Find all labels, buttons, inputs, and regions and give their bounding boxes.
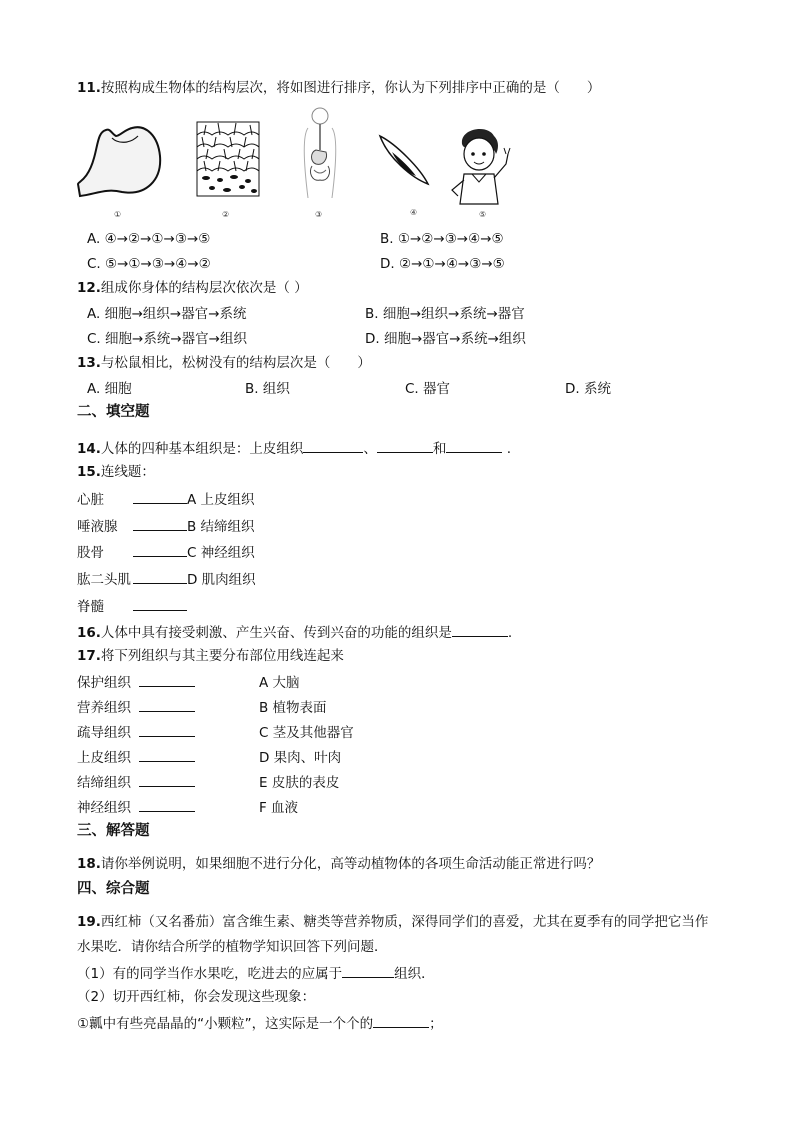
- q15-number: 15.: [77, 464, 101, 480]
- q11-stem: [77, 79, 600, 97]
- q17-text: 将下列组织与其主要分布部位用线连起来: [100, 648, 344, 664]
- figure-label-2: ②: [222, 210, 230, 219]
- q11-option-c[interactable]: [87, 255, 211, 273]
- q17-row: [77, 672, 300, 692]
- q19-sub3-text: ①瓤中有些亮晶晶的“小颗粒”，这实际是一个个的: [77, 1016, 374, 1032]
- answer-blank[interactable]: [139, 772, 195, 787]
- q19-line2: 水果吃．请你结合所学的植物学知识回答下列问题．: [77, 939, 388, 955]
- figure-label-4: ④: [410, 208, 418, 217]
- q11-option-b[interactable]: [380, 230, 504, 248]
- option-key: A.: [87, 231, 101, 247]
- option-text: 细胞: [104, 381, 132, 397]
- match-left-item: 肱二头肌: [77, 572, 131, 588]
- q17-row: [77, 722, 354, 742]
- figure-label-3: ③: [315, 210, 323, 219]
- answer-blank[interactable]: [133, 516, 187, 531]
- match-right-item: C 神经组织: [187, 545, 255, 561]
- answer-blank[interactable]: [133, 596, 187, 611]
- q17-stem: [77, 647, 344, 665]
- q16-number: 16.: [77, 625, 101, 641]
- match-right-item: E 皮肤的表皮: [259, 775, 340, 791]
- q15-stem: [77, 463, 155, 481]
- q16-end: .: [507, 625, 513, 641]
- q19-sub1-end: 组织．: [394, 966, 435, 982]
- figure-label-1: ①: [114, 210, 122, 219]
- option-text: 细胞→器官→系统→组织: [383, 331, 526, 347]
- option-text: ①→②→③→④→⑤: [397, 231, 504, 247]
- figure-label-5: ⑤: [479, 210, 487, 219]
- q19-sub1-text: （1）有的同学当作水果吃，吃进去的应属于: [77, 966, 343, 982]
- q19-sub2: （2）切开西红柿，你会发现这些现象：: [77, 989, 316, 1005]
- option-text: 细胞→组织→器官→系统: [104, 306, 247, 322]
- q15-row: [77, 489, 255, 509]
- answer-blank[interactable]: [133, 489, 187, 504]
- option-key: B.: [365, 306, 379, 322]
- q13-stem: [77, 354, 371, 372]
- option-key: A.: [87, 306, 101, 322]
- q14-number: 14.: [77, 441, 101, 457]
- match-right-item: F 血液: [259, 800, 299, 816]
- q11-number: 11.: [77, 80, 101, 96]
- q12-option-b[interactable]: [365, 305, 525, 323]
- answer-blank[interactable]: [342, 963, 394, 978]
- option-text: ②→①→④→③→⑤: [398, 256, 505, 272]
- match-left-item: 唾液腺: [77, 519, 118, 535]
- q19-text: 西红柿（又名番茄）富含维生素、糖类等营养物质，深得同学们的喜爱，尤其在夏季有的同学把它当作: [100, 914, 709, 930]
- section-heading-comprehensive: 四、综合题: [77, 881, 150, 897]
- q15-row: [77, 542, 255, 562]
- q12-option-d[interactable]: [365, 330, 526, 348]
- match-left-item: 保护组织: [77, 675, 131, 691]
- q17-row: [77, 772, 339, 792]
- q15-text: 连线题：: [100, 464, 155, 480]
- q14-separator: 、: [363, 441, 377, 457]
- answer-blank[interactable]: [139, 697, 195, 712]
- answer-blank[interactable]: [139, 722, 195, 737]
- option-text: 器官: [423, 381, 451, 397]
- option-key: D.: [565, 381, 580, 397]
- option-text: 细胞→组织→系统→器官: [382, 306, 525, 322]
- q17-row: [77, 797, 298, 817]
- leaf-figure: [376, 132, 432, 188]
- option-key: C.: [87, 256, 101, 272]
- cell-tissue-figure: [196, 121, 260, 197]
- q12-option-c[interactable]: [87, 330, 247, 348]
- answer-blank[interactable]: [139, 747, 195, 762]
- match-left-item: 疏导组织: [77, 725, 131, 741]
- match-left-item: 股骨: [77, 545, 104, 561]
- answer-blank[interactable]: [139, 797, 195, 812]
- q19-line1: [77, 913, 708, 931]
- option-key: A.: [87, 381, 101, 397]
- answer-blank[interactable]: [446, 438, 502, 453]
- match-left-item: 结缔组织: [77, 775, 131, 791]
- answer-blank[interactable]: [373, 1013, 429, 1028]
- q17-row: [77, 747, 341, 767]
- q16: [77, 622, 512, 642]
- q18: [77, 855, 600, 873]
- q14: [77, 438, 511, 458]
- option-text: 细胞→系统→器官→组织: [105, 331, 247, 347]
- q19-number: 19.: [77, 914, 101, 930]
- q19-sub3-end: ；: [429, 1016, 443, 1032]
- match-right-item: C 茎及其他器官: [259, 725, 354, 741]
- q11-text: 按照构成生物体的结构层次，将如图进行排序，你认为下列排序中正确的是（ ）: [100, 80, 601, 96]
- option-key: C.: [87, 331, 101, 347]
- match-left-item: 脊髓: [77, 599, 104, 615]
- stomach-figure: [76, 122, 162, 198]
- q19-sub1: [77, 963, 435, 983]
- match-left-item: 心脏: [77, 492, 104, 508]
- section-heading-fill-in: 二、填空题: [77, 404, 150, 420]
- boy-figure: [444, 124, 516, 208]
- q11-option-a[interactable]: [87, 230, 210, 248]
- q12-stem: [77, 279, 308, 297]
- match-right-item: D 果肉、叶肉: [259, 750, 342, 766]
- answer-blank[interactable]: [377, 438, 433, 453]
- option-key: C.: [405, 381, 419, 397]
- section-heading-answer: 三、解答题: [77, 823, 150, 839]
- q12-number: 12.: [77, 280, 101, 296]
- q18-text: 请你举例说明，如果细胞不进行分化，高等动植物体的各项生命活动能正常进行吗？: [100, 856, 601, 872]
- q13-option-b[interactable]: [245, 380, 290, 398]
- option-key: B.: [380, 231, 394, 247]
- answer-blank[interactable]: [303, 438, 363, 453]
- match-left-item: 营养组织: [77, 700, 131, 716]
- answer-blank[interactable]: [452, 622, 508, 637]
- option-text: 系统: [583, 381, 611, 397]
- match-right-item: B 结缔组织: [187, 519, 255, 535]
- answer-blank[interactable]: [133, 542, 187, 557]
- q15-row: [77, 596, 187, 616]
- option-key: D.: [365, 331, 380, 347]
- q11-option-d[interactable]: [380, 255, 505, 273]
- q14-end: .: [502, 441, 512, 457]
- q13-option-c[interactable]: [405, 380, 450, 398]
- q17-row: [77, 697, 327, 717]
- match-right-item: D 肌肉组织: [187, 572, 256, 588]
- q19-sub3: [77, 1013, 443, 1033]
- match-left-item: 神经组织: [77, 800, 131, 816]
- answer-blank[interactable]: [133, 569, 187, 584]
- q14-text: 人体的四种基本组织是：上皮组织: [100, 441, 304, 457]
- option-key: D.: [380, 256, 395, 272]
- q13-option-a[interactable]: [87, 380, 132, 398]
- match-right-item: A 上皮组织: [187, 492, 255, 508]
- option-text: ⑤→①→③→④→②: [105, 256, 211, 272]
- digestive-system-figure: [296, 106, 348, 202]
- q15-row: [77, 516, 255, 536]
- q15-row: [77, 569, 256, 589]
- answer-blank[interactable]: [139, 672, 195, 687]
- q12-text: 组成你身体的结构层次依次是（ ）: [100, 280, 308, 296]
- match-right-item: A 大脑: [259, 675, 300, 691]
- option-text: 组织: [262, 381, 290, 397]
- q14-and: 和: [432, 441, 447, 457]
- q16-text: 人体中具有接受刺激、产生兴奋、传到兴奋的功能的组织是: [100, 625, 452, 641]
- q12-option-a[interactable]: [87, 305, 247, 323]
- match-right-item: B 植物表面: [259, 700, 327, 716]
- q13-text: 与松鼠相比，松树没有的结构层次是（ ）: [100, 355, 371, 371]
- q18-number: 18.: [77, 856, 101, 872]
- match-left-item: 上皮组织: [77, 750, 131, 766]
- option-text: ④→②→①→③→⑤: [104, 231, 211, 247]
- q13-option-d[interactable]: [565, 380, 611, 398]
- q13-number: 13.: [77, 355, 101, 371]
- option-key: B.: [245, 381, 259, 397]
- q17-number: 17.: [77, 648, 101, 664]
